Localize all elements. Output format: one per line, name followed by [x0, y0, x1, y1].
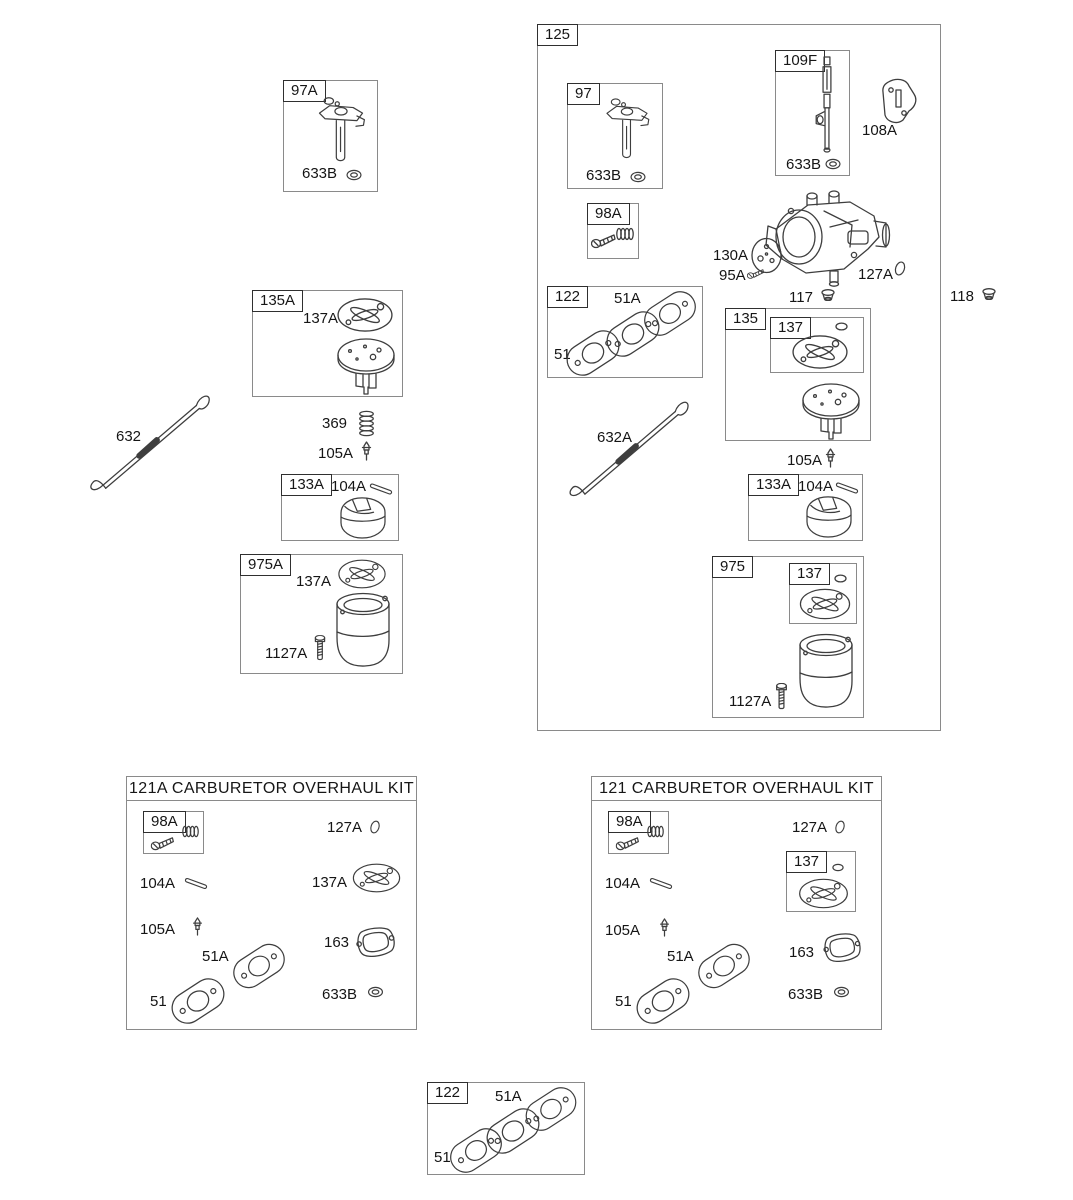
- washer-icon: [630, 171, 646, 183]
- part-label-632A: 632A: [597, 429, 633, 446]
- screw-icon: [591, 232, 617, 249]
- needle-valve-icon: [191, 917, 204, 936]
- group-tag-98A: 98A: [587, 203, 630, 225]
- diaphragm-icon: [335, 334, 397, 396]
- group-box-137: [786, 851, 856, 912]
- bowl-bolt-icon: [775, 683, 788, 710]
- screw-icon: [150, 835, 176, 851]
- float-bowl-gasket-icon: [336, 296, 394, 334]
- spring-icon: [615, 226, 636, 242]
- link-rod-icon: [566, 394, 700, 500]
- bracket-icon: [879, 77, 919, 125]
- screw-icon: [747, 267, 765, 280]
- fuel-bowl-icon: [334, 592, 394, 669]
- part-label-117: 117: [789, 289, 813, 306]
- part-label-105A: 105A: [318, 445, 354, 462]
- needle-valve-icon: [824, 448, 837, 468]
- part-label-127A: 127A: [327, 819, 363, 836]
- part-label-137A: 137A: [296, 573, 332, 590]
- gasket-icon: [632, 977, 694, 1025]
- float-pin-icon: [835, 481, 859, 495]
- part-label-51A: 51A: [614, 290, 641, 307]
- group-tag-97A: 97A: [283, 80, 326, 102]
- group-tag-975A: 975A: [240, 554, 291, 576]
- group-tag-133A: 133A: [281, 474, 332, 496]
- group-box-97: [567, 83, 663, 189]
- float-icon: [334, 495, 392, 539]
- screw-icon: [615, 835, 641, 851]
- part-label-127A: 127A: [792, 819, 828, 836]
- link-rod-icon: [88, 387, 220, 495]
- ring-gasket-icon: [352, 927, 399, 957]
- washer-icon: [833, 986, 850, 998]
- group-box-98A: [587, 203, 639, 259]
- spring-icon: [181, 824, 201, 839]
- o-ring-icon: [893, 260, 907, 277]
- part-label-1127A: 1127A: [729, 693, 772, 710]
- part-label-127A: 127A: [858, 266, 894, 283]
- part-label-104A: 104A: [331, 478, 367, 495]
- part-label-51: 51: [150, 993, 167, 1010]
- group-box-133A: [281, 474, 399, 541]
- needle-valve-icon: [360, 441, 373, 461]
- part-label-1127A: 1127A: [265, 645, 308, 662]
- group-tag-125: 125: [537, 24, 578, 46]
- group-tag-137: 137: [786, 851, 827, 873]
- part-label-51A: 51A: [667, 948, 694, 965]
- group-tag-975: 975: [712, 556, 753, 578]
- part-label-118: 118: [950, 288, 974, 305]
- float-icon: [801, 494, 857, 538]
- float-bowl-gasket-icon: [791, 333, 849, 371]
- part-label-104A: 104A: [605, 875, 641, 892]
- part-label-130A: 130A: [713, 247, 749, 264]
- part-label-137A: 137A: [303, 310, 339, 327]
- o-ring-icon: [834, 574, 847, 583]
- spring-icon: [357, 409, 376, 438]
- o-ring-icon: [369, 819, 381, 835]
- gasket-icon: [230, 942, 288, 990]
- group-box-97A: [283, 80, 378, 192]
- throttle-shaft-icon: [600, 95, 654, 163]
- part-label-633B: 633B: [788, 986, 824, 1003]
- throttle-shaft-icon: [312, 94, 370, 166]
- group-tag-137: 137: [789, 563, 830, 585]
- part-label-137A: 137A: [312, 874, 348, 891]
- group-tag-135: 135: [725, 308, 766, 330]
- kit-title-121: 121 CARBURETOR OVERHAUL KIT: [592, 777, 881, 801]
- part-label-163: 163: [324, 934, 350, 951]
- o-ring-icon: [835, 322, 848, 331]
- spring-icon: [646, 824, 666, 839]
- float-bowl-gasket-icon: [349, 862, 404, 894]
- part-label-633B: 633B: [786, 156, 822, 173]
- part-label-51: 51: [615, 993, 632, 1010]
- part-label-51A: 51A: [202, 948, 229, 965]
- group-tag-98A: 98A: [608, 811, 651, 833]
- group-box-98A: [608, 811, 669, 854]
- part-label-633B: 633B: [586, 167, 622, 184]
- part-label-105A: 105A: [140, 921, 176, 938]
- group-box-137: [789, 563, 857, 624]
- kit-box-121A: [126, 776, 417, 1030]
- part-label-51A: 51A: [495, 1088, 522, 1105]
- welch-plug-icon: [982, 288, 996, 300]
- part-label-108A: 108A: [862, 122, 898, 139]
- group-box-109F: [775, 50, 850, 176]
- part-label-105A: 105A: [787, 452, 823, 469]
- group-tag-135A: 135A: [252, 290, 303, 312]
- part-label-104A: 104A: [798, 478, 834, 495]
- group-tag-109F: 109F: [775, 50, 825, 72]
- group-box-122: [547, 286, 703, 378]
- group-box-975A: [240, 554, 403, 674]
- part-label-633B: 633B: [302, 165, 338, 182]
- group-box-135: [725, 308, 871, 441]
- washer-icon: [367, 986, 384, 998]
- part-label-632: 632: [116, 428, 142, 445]
- float-bowl-gasket-icon: [795, 877, 852, 910]
- part-label-51: 51: [434, 1149, 451, 1166]
- part-label-163: 163: [789, 944, 815, 961]
- o-ring-icon: [832, 863, 844, 872]
- welch-plug-icon: [821, 289, 835, 301]
- group-box-125: [537, 24, 941, 731]
- washer-icon: [346, 169, 362, 181]
- group-box-133A: [748, 474, 863, 541]
- part-label-105A: 105A: [605, 922, 641, 939]
- part-label-95A: 95A: [719, 267, 746, 284]
- group-box-135A: [252, 290, 403, 397]
- kit-title-121A: 121A CARBURETOR OVERHAUL KIT: [127, 777, 416, 801]
- part-label-51: 51: [554, 346, 571, 363]
- group-box-975: [712, 556, 864, 718]
- float-pin-icon: [184, 876, 208, 891]
- group-box-122: [427, 1082, 585, 1175]
- choke-rod-icon: [812, 55, 840, 153]
- gasket-icon: [640, 290, 700, 337]
- diaphragm-icon: [800, 379, 862, 441]
- float-pin-icon: [369, 482, 393, 496]
- bowl-bolt-icon: [314, 635, 326, 661]
- washer-icon: [825, 158, 841, 170]
- ring-gasket-icon: [819, 933, 865, 962]
- group-tag-122: 122: [427, 1082, 468, 1104]
- gasket-icon: [167, 977, 229, 1025]
- part-label-633B: 633B: [322, 986, 358, 1003]
- group-box-137: [770, 317, 864, 373]
- group-tag-97: 97: [567, 83, 600, 105]
- part-label-369: 369: [322, 415, 348, 432]
- part-label-104A: 104A: [140, 875, 176, 892]
- gasket-icon: [695, 942, 753, 990]
- float-pin-icon: [649, 876, 673, 891]
- o-ring-icon: [834, 819, 846, 835]
- group-tag-122: 122: [547, 286, 588, 308]
- needle-valve-icon: [658, 918, 671, 937]
- group-tag-133A: 133A: [748, 474, 799, 496]
- float-bowl-gasket-icon: [797, 587, 853, 621]
- fuel-bowl-icon: [797, 633, 857, 710]
- group-box-98A: [143, 811, 204, 854]
- kit-box-121: [591, 776, 882, 1030]
- group-tag-98A: 98A: [143, 811, 186, 833]
- group-tag-137: 137: [770, 317, 811, 339]
- gasket-icon: [522, 1086, 580, 1132]
- float-bowl-gasket-icon: [336, 558, 388, 590]
